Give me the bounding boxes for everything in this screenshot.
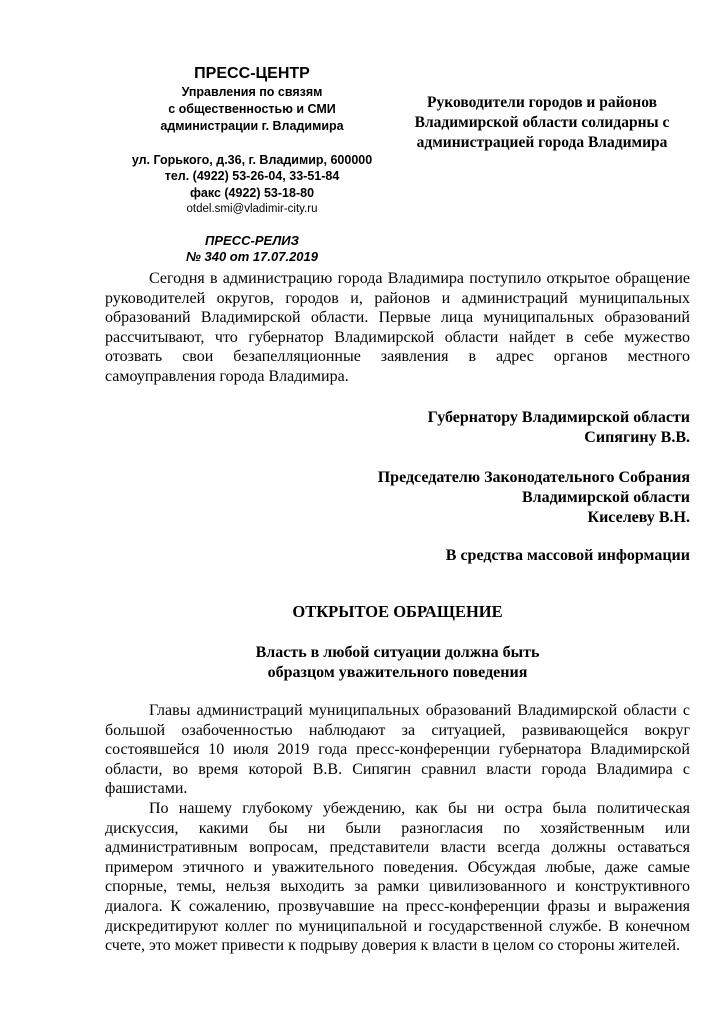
addressee-governor <box>428 408 690 448</box>
governor-line-2: Сипягину В.В. <box>584 429 690 446</box>
addressee-media <box>446 546 690 566</box>
appeal-subtitle-line-1: Власть в любой ситуации должна быть <box>255 644 540 661</box>
appeal-body <box>105 701 690 956</box>
release-label: ПРЕСС-РЕЛИЗ <box>205 233 299 248</box>
governor-line-1: Губернатору Владимирской области <box>427 409 690 426</box>
appeal-paragraph-1: Главы администраций муниципальных образований Владимирской области с большой озабоченностью наблюдают за ситуацией, развивающейся вокруг состоявшейся 10 июля 2019 года пресс-конференции губернатора Владимирской области, во время которой В.В. Сипягин сравнил власти города Владимира с фашистами. <box>105 702 690 798</box>
headline-line-3: администрацией города Владимира <box>416 134 668 151</box>
release-number: № 340 от 17.07.2019 <box>186 249 318 264</box>
appeal-title: ОТКРЫТОЕ ОБРАЩЕНИЕ <box>292 602 503 621</box>
chairman-line-3: Киселеву В.Н. <box>587 509 690 526</box>
press-center-title: ПРЕСС-ЦЕНТР <box>194 65 310 82</box>
appeal-paragraph-2: По нашему глубокому убеждению, как бы ни остра была политическая дискуссия, какими бы ни были разногласия по хозяйственным или административным вопросам, представители власти всегда должны оставаться примером этичного и уважительного поведения. Обсуждая любые, даже самые спорные, темы, нельзя выходить за рамки цивилизованного и конструктивного диалога. К сожалению, прозвучавшие на пресс-конференции фразы и выражения дискредитируют коллег по муниципальной и государственной службе. В конечном счете, это может привести к подрыву доверия к власти в целом со стороны жителей. <box>105 799 690 955</box>
department-line-2: с общественностью и СМИ <box>168 102 336 116</box>
press-center-header <box>112 64 392 265</box>
fax-line: факс (4922) 53-18-80 <box>189 186 315 200</box>
phone-line: тел. (4922) 53-26-04, 33-51-84 <box>164 169 340 183</box>
address-line: ул. Горького, д.36, г. Владимир, 600000 <box>131 153 373 167</box>
headline-line-2: Владимирской области солидарны с <box>414 114 670 131</box>
appeal-subtitle-line-2: образцом уважительного поведения <box>267 664 528 681</box>
department-line-1: Управления по связям <box>181 85 323 99</box>
headline <box>392 93 692 153</box>
chairman-line-1: Председателю Законодательного Собрания <box>377 469 690 486</box>
appeal-title-block <box>105 602 690 622</box>
email-line: otdel.smi@vladimir-city.ru <box>186 203 318 215</box>
addressee-chairman <box>378 468 690 528</box>
intro-block <box>105 269 690 387</box>
appeal-subtitle-block <box>105 643 690 683</box>
chairman-line-2: Владимирской области <box>521 489 690 506</box>
media-line: В средства массовой информации <box>445 547 690 564</box>
headline-line-1: Руководители городов и районов <box>427 94 657 111</box>
intro-paragraph: Сегодня в администрацию города Владимира поступило открытое обращение руководителей округов, городов и, районов и администраций муниципальных образований Владимирской области. Первые лица муниципальных образований рассчитывают, что губернатор Владимирской области найдет в себе мужество отозвать свои безапелляционные заявления в адрес органов местного самоуправления города Владимира. <box>105 270 690 385</box>
department-line-3: администрации г. Владимира <box>160 119 344 133</box>
